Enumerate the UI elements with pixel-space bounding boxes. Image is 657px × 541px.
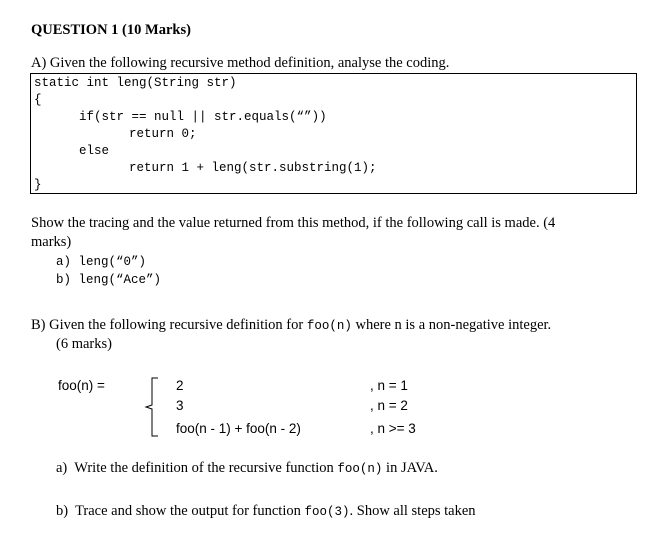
function-label: foo(n) = (58, 378, 105, 393)
code-line-6: return 1 + leng(str.substring(1); (129, 161, 377, 175)
task-b-prefix: b) Trace and show the output for function (56, 503, 305, 519)
code-box (30, 73, 637, 194)
case-3-cond: , n >= 3 (370, 421, 416, 436)
task-a (56, 460, 438, 477)
case-1-cond: , n = 1 (370, 378, 408, 393)
part-a-intro: A) Given the following recursive method definition, analyse the coding. (31, 55, 450, 71)
piecewise-brace (140, 376, 162, 438)
part-b-intro-suffix: where n is a non-negative integer. (351, 317, 552, 333)
task-b (56, 503, 476, 520)
part-a-instruction-line1: Show the tracing and the value returned from this method, if the following call is made. (4 (31, 215, 556, 231)
code-line-4: return 0; (129, 127, 197, 141)
part-b-marks: (6 marks) (56, 336, 112, 352)
task-a-suffix: in JAVA. (382, 460, 438, 476)
call-b: b) leng(“Ace”) (56, 273, 162, 287)
task-b-suffix: . Show all steps taken (349, 503, 476, 519)
code-line-1: static int leng(String str) (34, 76, 237, 90)
case-1-expr: 2 (176, 378, 184, 393)
task-b-code: foo(3) (304, 505, 350, 519)
case-2-cond: , n = 2 (370, 398, 408, 413)
code-line-2: { (34, 93, 42, 107)
code-line-7: } (34, 178, 42, 192)
part-b-intro (31, 317, 551, 334)
code-if-text: if(str == null || str.equals(“”)) (79, 110, 327, 124)
case-2-expr: 3 (176, 398, 184, 413)
code-line-3 (79, 110, 327, 124)
question-title: QUESTION 1 (10 Marks) (31, 22, 191, 38)
task-a-code: foo(n) (337, 462, 383, 476)
case-3-expr: foo(n - 1) + foo(n - 2) (176, 421, 301, 436)
part-b-intro-prefix: B) Given the following recursive definition for (31, 317, 307, 333)
part-a-instruction-line2: marks) (31, 234, 72, 250)
task-a-prefix: a) Write the definition of the recursive function (56, 460, 338, 476)
empty-string-literal: “” (296, 110, 312, 124)
code-line-5: else (79, 144, 110, 158)
call-a: a) leng(“0”) (56, 255, 147, 269)
part-b-intro-code: foo(n) (306, 319, 352, 333)
